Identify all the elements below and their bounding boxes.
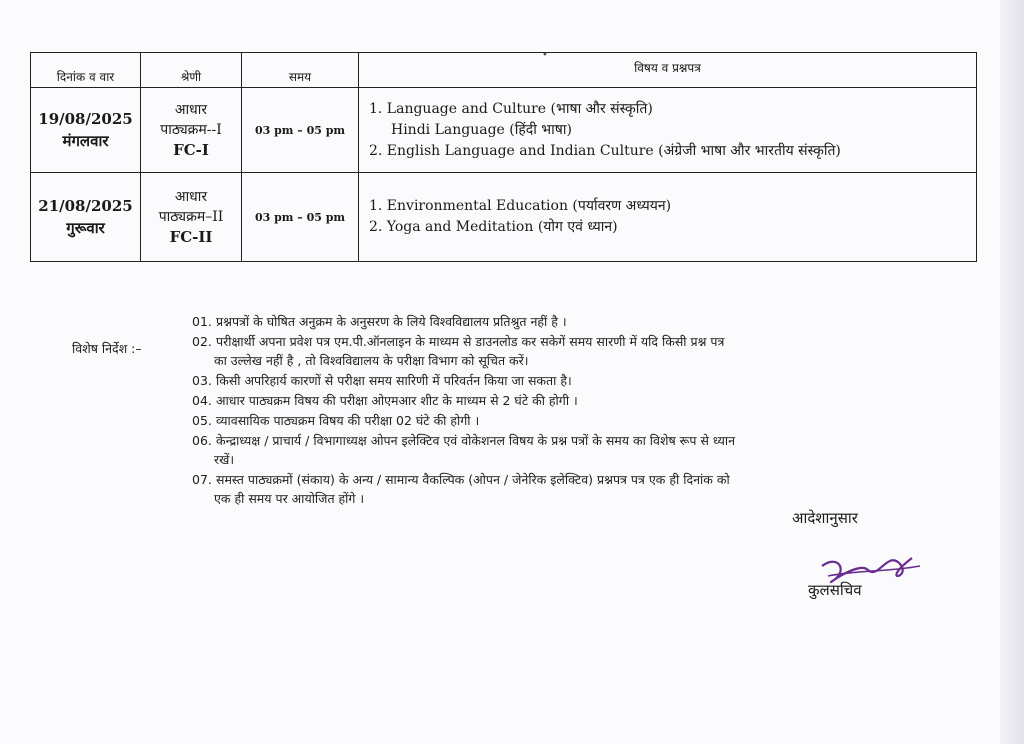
list-item [192,411,952,430]
exam-day: गुरूवार [66,219,105,237]
item-text: व्यावसायिक पाठ्यक्रम विषय की परीक्षा 02 घंटे की होगी । [216,413,480,428]
table-row [31,88,977,173]
category-line1: आधार [174,189,208,205]
subject-item: Hindi Language (हिंदी भाषा) [391,121,572,138]
table-header-row [31,53,977,88]
course-code: FC-II [169,228,213,246]
category-cell [141,173,242,262]
item-continuation: का उल्लेख नहीं है , तो विश्वविद्यालय के परीक्षा विभाग को सूचित करें। [214,353,529,368]
subject-item: 1. Language and Culture (भाषा और संस्कृति) [369,100,653,117]
page-edge [1000,0,1024,744]
subject-item: 2. Yoga and Meditation (योग एवं ध्यान) [369,219,618,235]
by-order-text: आदेशानुसार [792,509,858,527]
list-item [192,332,952,370]
exam-date: 21/08/2025 [38,197,133,215]
item-number: 07. [192,472,212,487]
header-date: दिनांक व वार [31,53,141,88]
date-cell [31,88,141,173]
item-continuation: एक ही समय पर आयोजित होंगे । [214,491,365,506]
time-cell: 03 pm – 05 pm [242,88,359,173]
item-text: परीक्षार्थी अपना प्रवेश पत्र एम.पी.ऑनलाइन के माध्यम से डाउनलोड कर सकेगें समय सारणी में यदि किसी प्रश्न पत्र [216,334,725,349]
list-item [192,431,952,469]
category-cell [141,88,242,173]
table-row [31,173,977,262]
category-line2: पाठ्यक्रम–II [158,209,224,225]
registrar-title: कुलसचिव [808,581,862,599]
item-number: 04. [192,393,212,408]
speck: • [542,50,548,61]
category-line2: पाठ्यक्रम--I [160,122,222,138]
subject-item: 2. English Language and Indian Culture (अंग्रेजी भाषा और भारतीय संस्कृति) [369,142,841,159]
list-item [192,312,952,331]
item-text: प्रश्नपत्रों के घोषित अनुक्रम के अनुसरण के लिये विश्वविद्यालय प्रतिश्रुत नहीं है । [216,314,567,329]
item-number: 05. [192,413,212,428]
time-cell: 03 pm – 05 pm [242,173,359,262]
list-item [192,371,952,390]
date-cell [31,173,141,262]
item-text: आधार पाठ्यक्रम विषय की परीक्षा ओएमआर शीट के माध्यम से 2 घंटे की होगी । [216,393,578,408]
subject-cell [359,88,977,173]
item-text: केन्द्राध्यक्ष / प्राचार्य / विभागाध्यक्ष ओपन इलेक्टिव एवं वोकेशनल विषय के प्रश्न पत्रों के समय का विशेष रूप से ध्यान [216,433,736,448]
subject-cell [359,173,977,262]
exam-date: 19/08/2025 [38,110,133,128]
item-text: किसी अपरिहार्य कारणों से परीक्षा समय सारिणी में परिवर्तन किया जा सकता है। [216,373,572,388]
course-code: FC-I [173,141,209,159]
header-category: श्रेणी [141,53,242,88]
item-text: समस्त पाठ्यक्रमों (संकाय) के अन्य / सामान्य वैकल्पिक (ओपन / जेनेरिक इलेक्टिव) प्रश्नपत्र पत्र एक ही दिनांक को [216,472,730,487]
instructions-list [192,312,952,509]
item-number: 02. [192,334,212,349]
item-continuation: रखें। [214,452,235,467]
list-item [192,391,952,410]
exam-schedule-table [30,52,977,262]
header-subject: विषय व प्रश्नपत्र [359,53,977,88]
list-item [192,470,952,508]
category-line1: आधार [174,102,208,118]
item-number: 06. [192,433,212,448]
item-number: 01. [192,314,212,329]
instructions-label: विशेष निर्देश :– [72,341,142,356]
subject-item: 1. Environmental Education (पर्यावरण अध्ययन) [369,198,672,214]
item-number: 03. [192,373,212,388]
header-time: समय [242,53,359,88]
exam-day: मंगलवार [62,132,109,150]
